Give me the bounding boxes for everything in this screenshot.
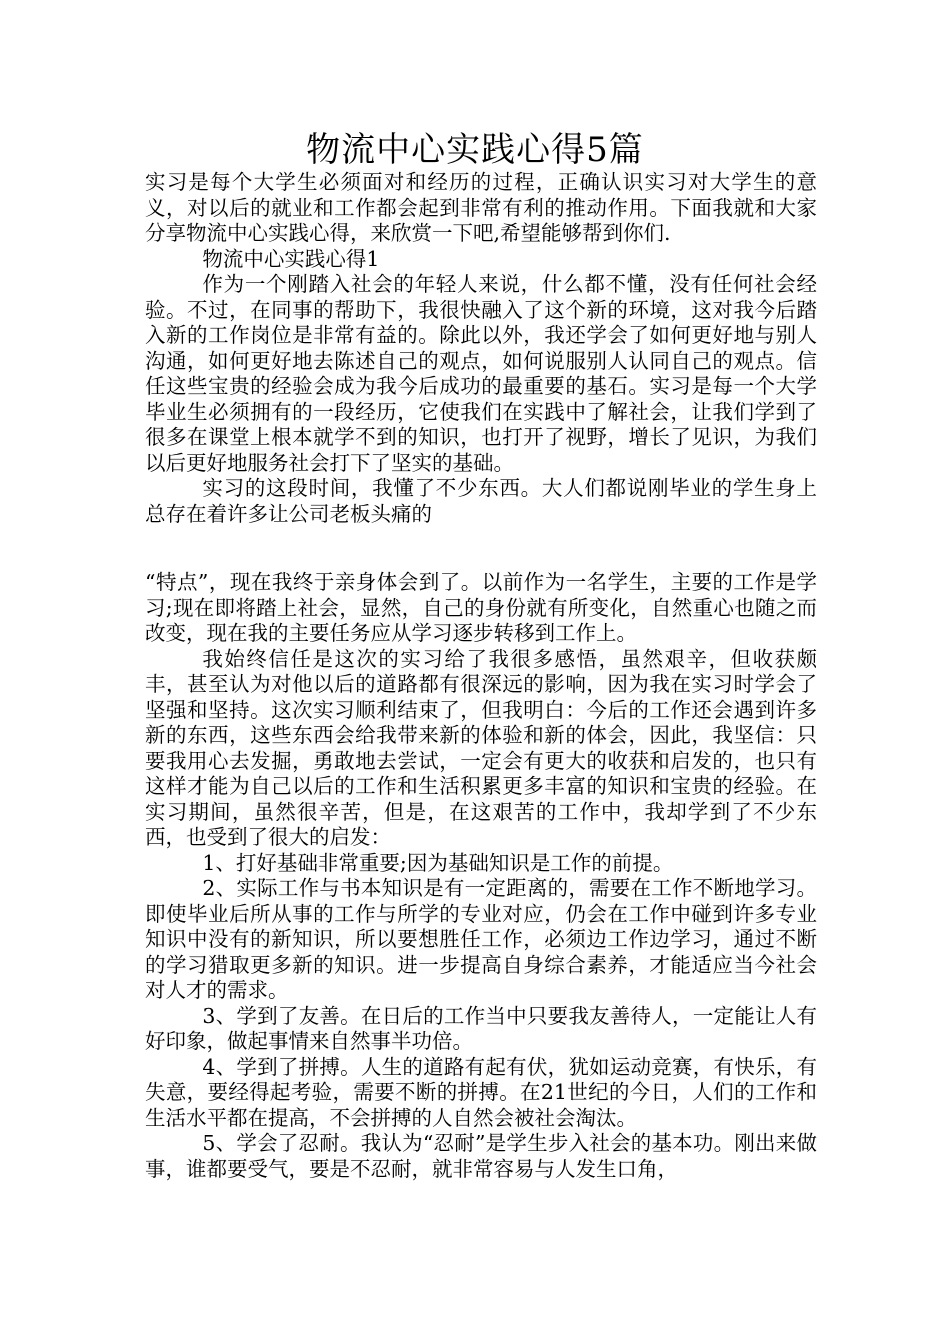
body-paragraph: 实习的这段时间，我懂了不少东西。大人们都说刚毕业的学生身上总存在着许多让公司老板头痛的 <box>145 476 817 526</box>
document-body <box>145 170 817 1182</box>
continuation-paragraph: “特点”，现在我终于亲身体会到了。以前作为一名学生，主要的工作是学习;现在即将踏上社会，显然，自己的身份就有所变化，自然重心也随之而改变，现在我的主要任务应从学习逐步转移到工作上。 <box>145 570 817 645</box>
list-item: 5、学会了忍耐。我认为“忍耐”是学生步入社会的基本功。刚出来做事，谁都要受气，要是不忍耐，就非常容易与人发生口角， <box>145 1131 817 1181</box>
document-title: 物流中心实践心得5篇 <box>306 130 644 170</box>
page-break-gap <box>145 527 817 570</box>
list-item: 4、学到了拼搏。人生的道路有起有伏，犹如运动竞赛，有快乐，有失意，要经得起考验，需要不断的拼搏。在21世纪的今日，人们的工作和生活水平都在提高，不会拼搏的人自然会被社会淘汰。 <box>145 1054 817 1130</box>
list-item: 3、学到了友善。在日后的工作当中只要我友善待人，一定能让人有好印象，做起事情来自然事半功倍。 <box>145 1003 817 1053</box>
list-item: 1、打好基础非常重要;因为基础知识是工作的前提。 <box>202 850 674 875</box>
list-item: 2、实际工作与书本知识是有一定距离的，需要在工作不断地学习。即使毕业后所从事的工作与所学的专业对应，仍会在工作中碰到许多专业知识中没有的新知识，所以要想胜任工作，必须边工作边学习，通过不断的学习猎取更多新的知识。进一步提高自身综合素养，才能适应当今社会对人才的需求。 <box>145 876 817 1002</box>
section-heading: 物流中心实践心得1 <box>202 246 380 271</box>
body-paragraph: 我始终信任是这次的实习给了我很多感悟，虽然艰辛，但收获颇丰，甚至认为对他以后的道路都有很深远的影响，因为我在实习时学会了坚强和坚持。这次实习顺利结束了，但我明白：今后的工作还会遇到许多新的东西，这些东西会给我带来新的体验和新的体会，因此，我坚信：只要我用心去发掘，勇敢地去尝试，一定会有更大的收获和启发的，也只有这样才能为自己以后的工作和生活积累更多丰富的知识和宝贵的经验。在实习期间，虽然很辛苦，但是，在这艰苦的工作中，我却学到了不少东西，也受到了很大的启发： <box>145 646 817 849</box>
intro-paragraph: 实习是每个大学生必须面对和经历的过程，正确认识实习对大学生的意义，对以后的就业和工作都会起到非常有利的推动作用。下面我就和大家分享物流中心实践心得，来欣赏一下吧,希望能够帮到你们. <box>145 170 817 245</box>
body-paragraph: 作为一个刚踏入社会的年轻人来说，什么都不懂，没有任何社会经验。不过，在同事的帮助下，我很快融入了这个新的环境，这对我今后踏入新的工作岗位是非常有益的。除此以外，我还学会了如何更好地与别人沟通，如何更好地去陈述自己的观点，如何说服别人认同自己的观点。信任这些宝贵的经验会成为我今后成功的最重要的基石。实习是每一个大学毕业生必须拥有的一段经历，它使我们在实践中了解社会，让我们学到了很多在课堂上根本就学不到的知识，也打开了视野，增长了见识，为我们以后更好地服务社会打下了坚实的基础。 <box>145 272 817 475</box>
